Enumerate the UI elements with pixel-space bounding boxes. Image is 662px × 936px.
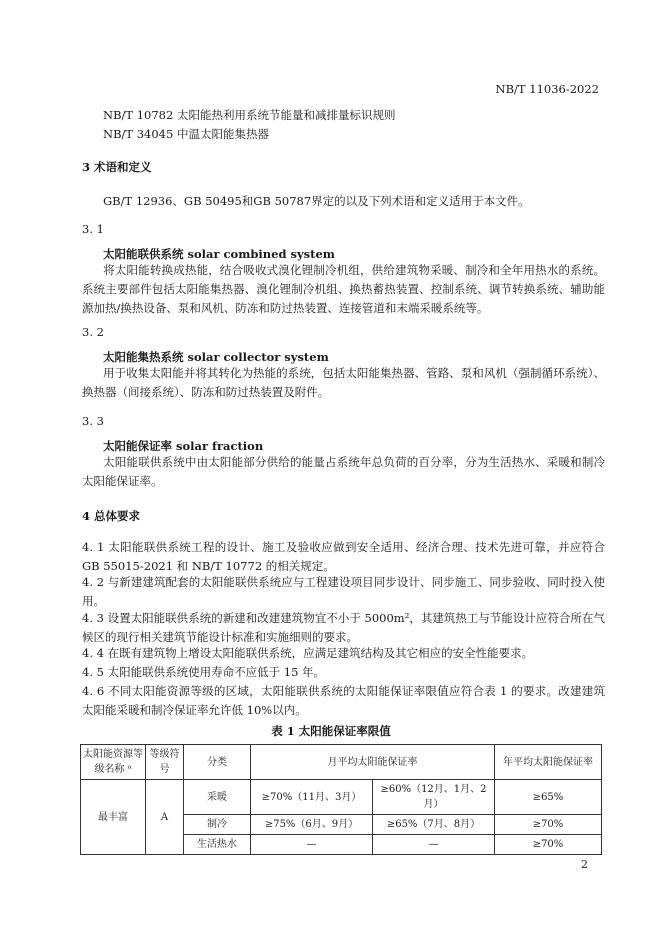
cell-grade-symbol: A <box>146 780 184 855</box>
table-caption: 表 1 太阳能保证率限值 <box>271 724 391 738</box>
table-row <box>81 780 602 815</box>
term-title: 太阳能集热系统 solar collector system <box>103 350 329 364</box>
solar-fraction-table <box>80 744 602 855</box>
header-monthly: 月平均太阳能保证率 <box>251 745 495 780</box>
term-number: 3. 3 <box>82 414 104 428</box>
section-3-intro: GB/T 12936、GB 50495和GB 50787界定的以及下列术语和定义适用于本文件。 <box>103 194 530 208</box>
cell-monthly: — <box>251 835 373 855</box>
clause: 4. 6 不同太阳能资源等级的区域，太阳能联供系统的太阳能保证率限值应符合表 1 的要求。改建建筑太阳能采暖和制冷保证率允许低 10%以内。 <box>82 684 605 717</box>
table-header-row <box>81 745 602 780</box>
cell-category: 采暖 <box>184 780 251 815</box>
cell-annual: ≥70% <box>495 815 602 835</box>
cell-monthly: ≥75%（6月、9月） <box>251 815 373 835</box>
header-category: 分类 <box>184 745 251 780</box>
cell-monthly: ≥60%（12月、1月、2月） <box>373 780 495 815</box>
clause: 4. 3 设置太阳能联供系统的新建和改建建筑物宜不小于 5000m²，其建筑热工与节能设计应符合所在气候区的现行相关建筑节能设计标准和实施细则的要求。 <box>82 611 605 644</box>
term-title: 太阳能保证率 solar fraction <box>103 439 264 453</box>
term-definition: 用于收集太阳能并将其转化为热能的系统，包括太阳能集热器、管路、泵和风机（强制循环系统）、换热器（间接系统）、防冻和防过热装置及附件。 <box>82 366 605 399</box>
header-grade-name: 太阳能资源等级名称 ᵃ <box>81 745 146 780</box>
term-title: 太阳能联供系统 solar combined system <box>103 247 335 261</box>
page-number: 2 <box>581 858 588 871</box>
cell-grade-name: 最丰富 <box>81 780 146 855</box>
term-definition: 太阳能联供系统中由太阳能部分供给的能量占系统年总负荷的百分率，分为生活热水、采暖和制冷太阳能保证率。 <box>82 455 605 488</box>
term-definition: 将太阳能转换成热能，结合吸收式溴化锂制冷机组，供给建筑物采暖、制冷和全年用热水的系统。系统主要部件包括太阳能集热器、溴化锂制冷机组、换热蓄热装置、控制系统、调节转换系统、辅助能源加热/换热设备、泵和风机、防冻和防过热装置、连接管道和末端采暖系统等。 <box>82 263 605 315</box>
cell-annual: ≥70% <box>495 835 602 855</box>
reference-item: NB/T 34045 中温太阳能集热器 <box>103 127 269 141</box>
clause: 4. 4 在既有建筑物上增设太阳能联供系统，应满足建筑结构及其它相应的安全性能要求。 <box>82 646 534 660</box>
cell-category: 制冷 <box>184 815 251 835</box>
term-number: 3. 1 <box>82 222 104 236</box>
cell-monthly: ≥70%（11月、3月） <box>251 780 373 815</box>
cell-category: 生活热水 <box>184 835 251 855</box>
clause: 4. 5 太阳能联供系统使用寿命不应低于 15 年。 <box>82 665 326 679</box>
section-4-heading: 4 总体要求 <box>82 509 141 523</box>
header-annual: 年平均太阳能保证率 <box>495 745 602 780</box>
section-3-heading: 3 术语和定义 <box>82 160 152 174</box>
clause: 4. 1 太阳能联供系统工程的设计、施工及验收应做到安全适用、经济合理、技术先进可靠，并应符合GB 55015-2021 和 NB/T 10772 的相关规定。 <box>82 540 605 573</box>
reference-item: NB/T 10782 太阳能热利用系统节能量和减排量标识规则 <box>103 108 396 122</box>
header-grade-symbol: 等级符号 <box>146 745 184 780</box>
standard-code-header: NB/T 11036-2022 <box>495 82 599 96</box>
cell-monthly: — <box>373 835 495 855</box>
term-number: 3. 2 <box>82 325 104 339</box>
clause: 4. 2 与新建建筑配套的太阳能联供系统应与工程建设项目同步设计、同步施工、同步验收、同时投入使用。 <box>82 575 605 608</box>
cell-monthly: ≥65%（7月、8月） <box>373 815 495 835</box>
cell-annual: ≥65% <box>495 780 602 815</box>
